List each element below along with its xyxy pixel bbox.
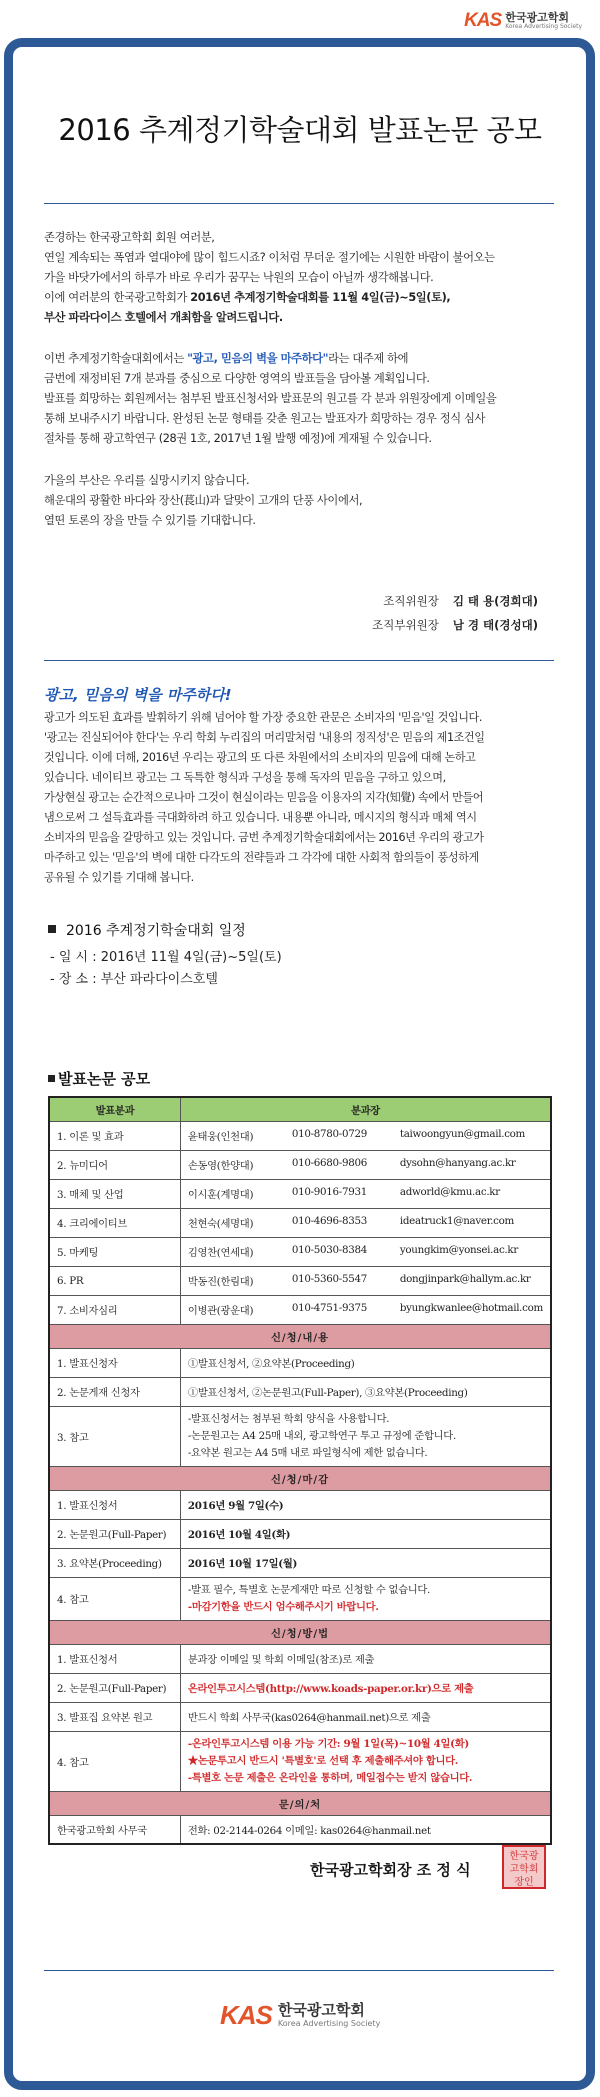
call-heading-text: 발표논문 공모 [58,1070,151,1088]
chair-name: 김영찬(연세대) [187,1247,254,1259]
bottom-logo [220,2000,380,2031]
section-header-row [49,1791,551,1815]
theme-body-line: 소비자의 믿음을 갈망하고 있는 것입니다. 금번 추계정기학술대회에서는 2016년 우리의 광고가 [44,831,484,844]
kas-logo-mark: KAS [464,10,502,31]
chair-phone: 010-4696-8353 [291,1215,367,1227]
row-value: ①발표신청서, ②요약본(Proceeding) [180,1348,551,1377]
theme-body-line: 냄으로써 그 설득효과를 극대화하려 하고 있습니다. 내용뿐 아니라, 메시지의 형식과 매체 역시 [44,811,477,824]
division-chair [180,1150,551,1179]
division-row [49,1266,551,1295]
application-header: 신/청/내/용 [49,1324,551,1348]
row-label: 1. 발표신청자 [49,1348,180,1377]
closing-paragraph [44,471,556,531]
greeting-line: 존경하는 한국광고학회 회원 여러분, [44,231,215,244]
division-chair [180,1121,551,1150]
event-date-highlight: 2016년 추계정기학술대회를 11월 4일(금)~5일(토), [190,291,451,304]
theme-intro-text: 라는 대주제 하에 [328,352,409,365]
closing-line: 열띤 토론의 장을 만들 수 있기를 기대합니다. [44,514,256,527]
call-heading [48,1068,150,1089]
division-label: 2. 뉴미디어 [49,1150,180,1179]
section-header-row [49,1620,551,1644]
note-line: -요약본 원고는 A4 5매 내로 파일형식에 제한 없습니다. [187,1446,428,1459]
table-row [49,1644,551,1673]
theme-intro-line [44,349,556,369]
section-header-row [49,1466,551,1490]
division-chair [180,1266,551,1295]
logo-english: Korea Advertising Society [505,23,582,30]
theme-intro-line: 발표를 희망하는 회원께서는 첨부된 발표신청서와 발표문의 원고를 각 분과 위원장에게 이메일을 [44,392,497,405]
bullet-square-icon [48,925,56,933]
schedule-date: - 일 시 : 2016년 11월 4일(금)~5일(토) [50,950,282,965]
table-row [49,1815,551,1844]
row-value: 반드시 학회 사무국(kas0264@hanmail.net)으로 제출 [180,1702,551,1731]
chair-phone: 010-5360-5547 [291,1273,367,1285]
division-label: 5. 마케팅 [49,1237,180,1266]
chair-name: 윤태웅(인천대) [187,1131,254,1143]
division-row [49,1150,551,1179]
row-label: 3. 요약본(Proceeding) [49,1548,180,1577]
theme-body-line: 있습니다. 네이티브 광고는 그 독특한 형식과 구성을 통해 독자의 믿음을 구하고 있으며, [44,771,446,784]
note-line: -발표신청서는 첨부된 학회 양식을 사용합니다. [187,1412,390,1425]
row-value: 2016년 10월 4일(화) [180,1519,551,1548]
theme-intro-paragraph [44,349,556,449]
chair-phone: 010-9016-7931 [291,1186,367,1198]
division-chair [180,1237,551,1266]
table-row [49,1490,551,1519]
note-line: -논문원고는 A4 25매 내외, 광고학연구 투고 규정에 준합니다. [187,1429,456,1442]
chair-email[interactable]: byungkwanlee@hotmail.com [399,1302,543,1314]
theme-intro-line: 통해 보내주시기 바랍니다. 완성된 논문 형태를 갖춘 원고는 발표자가 희망하는 경우 정식 심사 [44,412,485,425]
division-label: 6. PR [49,1266,180,1295]
page-title: 2016 추계정기학술대회 발표논문 공모 [58,113,542,147]
division-label: 4. 크리에이티브 [49,1208,180,1237]
call-table [48,1096,552,1845]
table-row [49,1548,551,1577]
divider-bottom [44,1970,554,1971]
chair-name: 이병관(광운대) [187,1305,254,1317]
theme-intro-line: 절차를 통해 광고학연구 (28권 1호, 2017년 1월 발행 예정)에 게재될 수 있습니다. [44,432,432,445]
table-row [49,1406,551,1466]
closing-line: 해운대의 광활한 바다와 장산(萇山)과 달맞이 고개의 단풍 사이에서, [44,494,363,507]
division-label: 1. 이론 및 효과 [49,1121,180,1150]
greeting-line: 연일 계속되는 폭염과 열대야에 많이 힘드시죠? 이처럼 무더운 절기에는 시원한 바람이 불어오는 [44,251,495,264]
row-label: 3. 발표집 요약본 원고 [49,1702,180,1731]
division-label: 3. 매체 및 산업 [49,1179,180,1208]
chair-name: 이시훈(계명대) [187,1189,254,1201]
chair-email[interactable]: dysohn@hanyang.ac.kr [399,1157,516,1169]
row-value [180,1731,551,1791]
chair-name: 천현숙(세명대) [187,1218,254,1230]
row-label: 3. 참고 [49,1406,180,1466]
chair-phone: 010-4751-9375 [291,1302,367,1314]
chair-email[interactable]: taiwoongyun@gmail.com [399,1128,526,1140]
table-header-row [49,1097,551,1121]
logo-english: Korea Advertising Society [277,2019,381,2028]
signature-name: 김 태 용(경희대) [452,594,538,608]
division-row [49,1295,551,1324]
table-row [49,1348,551,1377]
schedule-heading [48,920,246,940]
top-logo [464,10,582,32]
method-header: 신/청/방/법 [49,1620,551,1644]
divider-top [44,203,554,204]
row-label: 4. 참고 [49,1731,180,1791]
deadline-header: 신/청/마/감 [49,1466,551,1490]
kas-logo-mark: KAS [220,2000,272,2030]
row-value [180,1406,551,1466]
logo-korean: 한국광고학회 [277,2001,365,2019]
contact-value: 전화: 02-2144-0264 이메일: kas0264@hanmail.net [180,1815,551,1844]
section-header-row [49,1324,551,1348]
theme-heading: 광고, 믿음의 벽을 마주하다! [44,686,232,704]
table-row [49,1702,551,1731]
chair-phone: 010-8780-0729 [291,1128,367,1140]
chair-email[interactable]: youngkim@yonsei.ac.kr [399,1244,518,1256]
division-chair [180,1179,551,1208]
chair-email[interactable]: adworld@kmu.ac.kr [399,1186,500,1198]
division-chair [180,1208,551,1237]
division-row [49,1208,551,1237]
table-row [49,1519,551,1548]
divider-middle [44,660,554,661]
row-value: 분과장 이메일 및 학회 이메일(참조)로 제출 [180,1644,551,1673]
header-division: 발표분과 [49,1097,180,1121]
row-label: 4. 참고 [49,1577,180,1620]
theme-body-line: 것입니다. 이에 더해, 2016년 우리는 광고의 또 다른 차원에서의 소비자의 믿음에 대해 논하고 [44,751,476,764]
theme-body [44,708,556,888]
logo-korean: 한국광고학회 [505,11,569,24]
table-row [49,1731,551,1791]
signature-role: 조직부위원장 [372,618,439,632]
header-chair: 분과장 [180,1097,551,1121]
row-value [180,1577,551,1620]
row-label: 한국광고학회 사무국 [49,1815,180,1844]
row-label: 2. 논문원고(Full-Paper) [49,1673,180,1702]
official-seal-icon: 한국광고학회장인 [502,1845,546,1889]
note-line-warning: -마감기한을 반드시 엄수해주시기 바랍니다. [187,1600,379,1613]
contact-header: 문/의/처 [49,1791,551,1815]
division-row [49,1179,551,1208]
row-label: 2. 논문게재 신청자 [49,1377,180,1406]
table-row [49,1673,551,1702]
theme-title-highlight: "광고, 믿음의 벽을 마주하다" [187,352,329,365]
theme-intro-text: 이번 추계정기학술대회에서는 [44,352,188,365]
signature-chair [383,593,538,609]
chair-phone: 010-6680-9806 [291,1157,367,1169]
table-row [49,1377,551,1406]
division-row [49,1237,551,1266]
theme-intro-line: 금번에 재정비된 7개 분과를 중심으로 다양한 영역의 발표들을 담아볼 계획입니다. [44,372,430,385]
president-signature: 한국광고학회장 조 정 식 [310,1861,471,1879]
chair-name: 박동진(한림대) [187,1276,254,1288]
note-line-warning: ★논문투고시 반드시 '특별호'로 선택 후 제출해주셔야 합니다. [187,1754,459,1767]
row-label: 1. 발표신청서 [49,1644,180,1673]
note-line-warning: -온라인투고시스템 이용 가능 기간: 9월 1일(목)~10월 4일(화) [187,1737,469,1750]
logo-text [505,12,582,30]
greeting-line [44,288,556,308]
chair-email[interactable]: ideatruck1@naver.com [399,1215,514,1227]
theme-body-line: 공유될 수 있기를 기대해 봅니다. [44,871,194,884]
row-value: 2016년 9월 7일(수) [180,1490,551,1519]
theme-body-line: 마주하고 있는 '믿음'의 벽에 대한 다각도의 전략들과 그 각각에 대한 사회적 함의들이 풍성하게 [44,851,479,864]
greeting-text: 이에 여러분의 한국광고학회가 [44,291,191,304]
chair-phone: 010-5030-8384 [291,1244,367,1256]
note-line: -발표 필수, 특별호 논문게재만 따로 신청할 수 없습니다. [187,1583,431,1596]
event-venue-highlight: 부산 파라다이스 호텔에서 개최함을 알려드립니다. [44,311,283,324]
schedule-place: - 장 소 : 부산 파라다이스호텔 [50,972,218,987]
row-value: 2016년 10월 17일(월) [180,1548,551,1577]
schedule-heading-text: 2016 추계정기학술대회 일정 [66,923,246,939]
division-label: 7. 소비자심리 [49,1295,180,1324]
submission-link[interactable]: 온라인투고시스템(http://www.koads-paper.or.kr)으로 제출 [180,1673,551,1702]
theme-body-line: '광고는 진실되어야 한다'는 우리 학회 누리집의 머리말처럼 '내용의 정직성'은 믿음의 제1조건일 [44,731,485,744]
bullet-square-icon [48,1075,55,1082]
signature-role: 조직위원장 [383,594,439,608]
division-row [49,1121,551,1150]
chair-name: 손동영(한양대) [187,1160,254,1172]
logo-text [278,2003,380,2028]
row-value: ①발표신청서, ②논문원고(Full-Paper), ③요약본(Proceeding) [180,1377,551,1406]
signature-name: 남 경 태(경성대) [452,618,538,632]
greeting-paragraph [44,228,556,328]
greeting-line: 가을 바닷가에서의 하루가 바로 우리가 꿈꾸는 낙원의 모습이 아닐까 생각해봅니다. [44,271,434,284]
theme-body-line: 광고가 의도된 효과를 발휘하기 위해 넘어야 할 가장 중요한 관문은 소비자의 '믿음'일 것입니다. [44,711,482,724]
theme-body-line: 가상현실 광고는 순간적으로나마 그것이 현실이라는 믿음을 이용자의 지각(知覺) 속에서 만들어 [44,791,484,804]
table-row [49,1577,551,1620]
note-line-warning: -특별호 논문 제출은 온라인을 통하며, 메일접수는 받지 않습니다. [187,1771,473,1784]
closing-line: 가을의 부산은 우리를 실망시키지 않습니다. [44,474,250,487]
row-label: 1. 발표신청서 [49,1490,180,1519]
row-label: 2. 논문원고(Full-Paper) [49,1519,180,1548]
chair-email[interactable]: dongjinpark@hallym.ac.kr [399,1273,531,1285]
signature-vice-chair [372,617,538,633]
division-chair [180,1295,551,1324]
